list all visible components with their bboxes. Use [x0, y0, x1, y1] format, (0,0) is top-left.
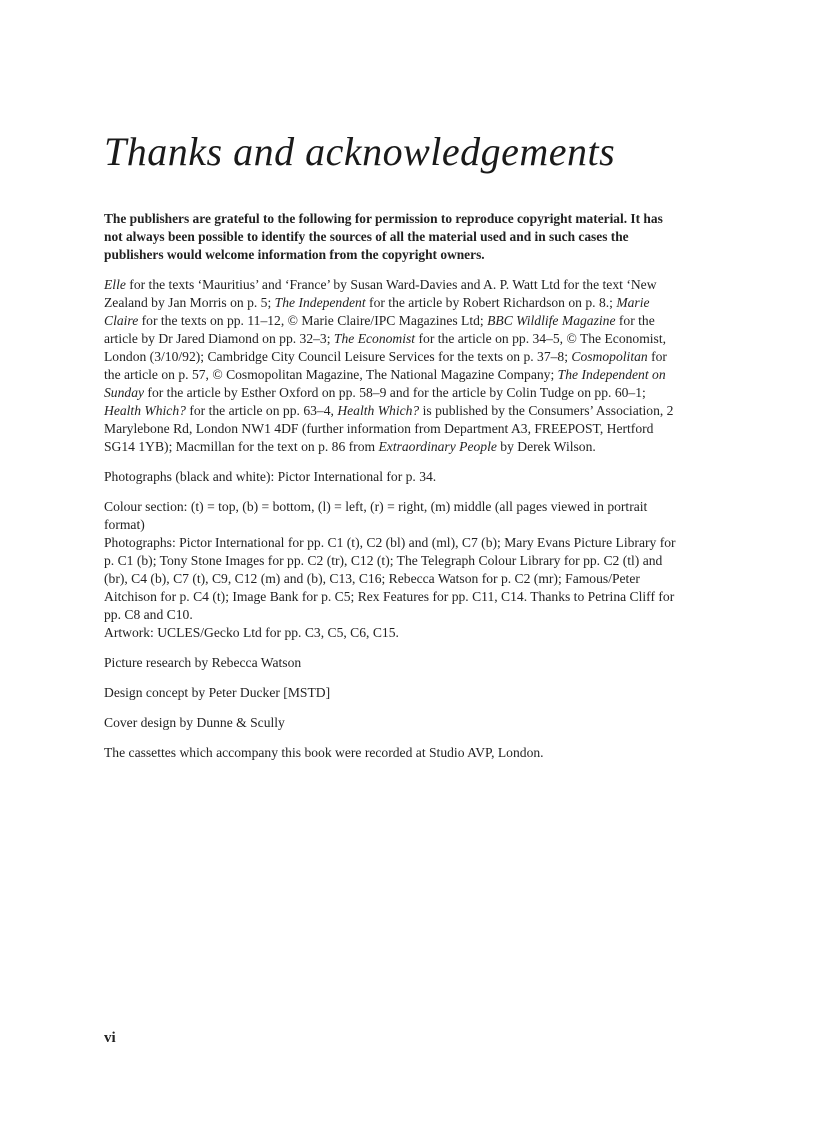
credit-text: is published by the Consumers’ Association, 2 Marylebone Rd, London NW1 4DF (further information from Department A3, FREEPOST, Hertford SG14 1YB); Macmillan for the text on p. 86 from — [104, 403, 674, 454]
credit-text: for the article on p. 57, © Cosmopolitan Magazine, The National Magazine Company; — [104, 349, 667, 382]
publication-name: The Independent — [274, 295, 366, 310]
publication-name: Health Which? — [104, 403, 186, 418]
page-title: Thanks and acknowledgements — [104, 129, 616, 174]
picture-research-credit: Picture research by Rebecca Watson — [104, 655, 302, 670]
credit-text: for the article by Robert Richardson on p. 8.; — [365, 295, 617, 310]
credit-text: by Derek Wilson. — [496, 439, 596, 454]
credit-text: for the article by Dr Jared Diamond on pp. 32–3; — [104, 313, 655, 346]
credit-text: for the article on pp. 63–4, — [185, 403, 338, 418]
artwork-credit: Artwork: UCLES/Gecko Ltd for pp. C3, C5, C6, C15. — [104, 625, 399, 640]
colour-photographs-credit: Photographs: Pictor International for pp. C1 (t), C2 (bl) and (ml), C7 (b); Mary Evans Picture Library for p. C1 (b); Tony Stone Images for pp. C2 (tr), C12 (t); The Telegraph Colour Library for pp. C2 (tl) and (br), C4 (b), C7 (t), C9, C12 (m) and (b), C13, C16; Rebecca Watson for p. C2 (mr); Famous/Peter Aitchison for p. C4 (t); Image Bank for p. C5; Rex Features for pp. C11, C14. Thanks to Petrina Cliff for pp. C8 and C10. — [104, 535, 676, 622]
publication-name: Elle — [104, 277, 126, 292]
colour-section-key: Colour section: (t) = top, (b) = bottom, (l) = left, (r) = right, (m) middle (all pages viewed in portrait format) — [104, 499, 648, 532]
publication-name: The Independent on Sunday — [104, 367, 666, 400]
credit-text: for the texts on pp. 11–12, © Marie Claire/IPC Magazines Ltd; — [138, 313, 488, 328]
publication-name: The Economist — [333, 331, 416, 346]
photographs-bw-credit: Photographs (black and white): Pictor International for p. 34. — [104, 469, 437, 484]
acknowledgements-page — [104, 128, 684, 762]
publication-name: Cosmopolitan — [571, 349, 648, 364]
credit-text: for the article by Esther Oxford on pp. 58–9 and for the article by Colin Tudge on pp. 60–1; — [144, 385, 646, 400]
publication-name: Health Which? — [337, 403, 420, 418]
cover-design-credit: Cover design by Dunne & Scully — [104, 715, 285, 730]
credit-text: for the texts ‘Mauritius’ and ‘France’ by Susan Ward-Davies and A. P. Watt Ltd for the text ‘New Zealand by Jan Morris on p. 5; — [104, 277, 657, 310]
credits-paragraph — [104, 276, 684, 456]
credit-text: for the article on pp. 34–5, © The Economist, London (3/10/92); Cambridge City Council Leisure Services for the texts on p. 37–8; — [104, 331, 667, 364]
publication-name: Extraordinary People — [378, 439, 497, 454]
publication-name: BBC Wildlife Magazine — [487, 313, 616, 328]
intro-paragraph: The publishers are grateful to the following for permission to reproduce copyright material. It has not always been possible to identify the sources of all the material used and in such cases the publishers would welcome information from the copyright owners. — [104, 211, 663, 262]
page-number: vi — [104, 1030, 116, 1046]
cassettes-credit: The cassettes which accompany this book were recorded at Studio AVP, London. — [104, 745, 544, 760]
design-concept-credit: Design concept by Peter Ducker [MSTD] — [104, 685, 331, 700]
publication-name: Marie Claire — [104, 295, 650, 328]
